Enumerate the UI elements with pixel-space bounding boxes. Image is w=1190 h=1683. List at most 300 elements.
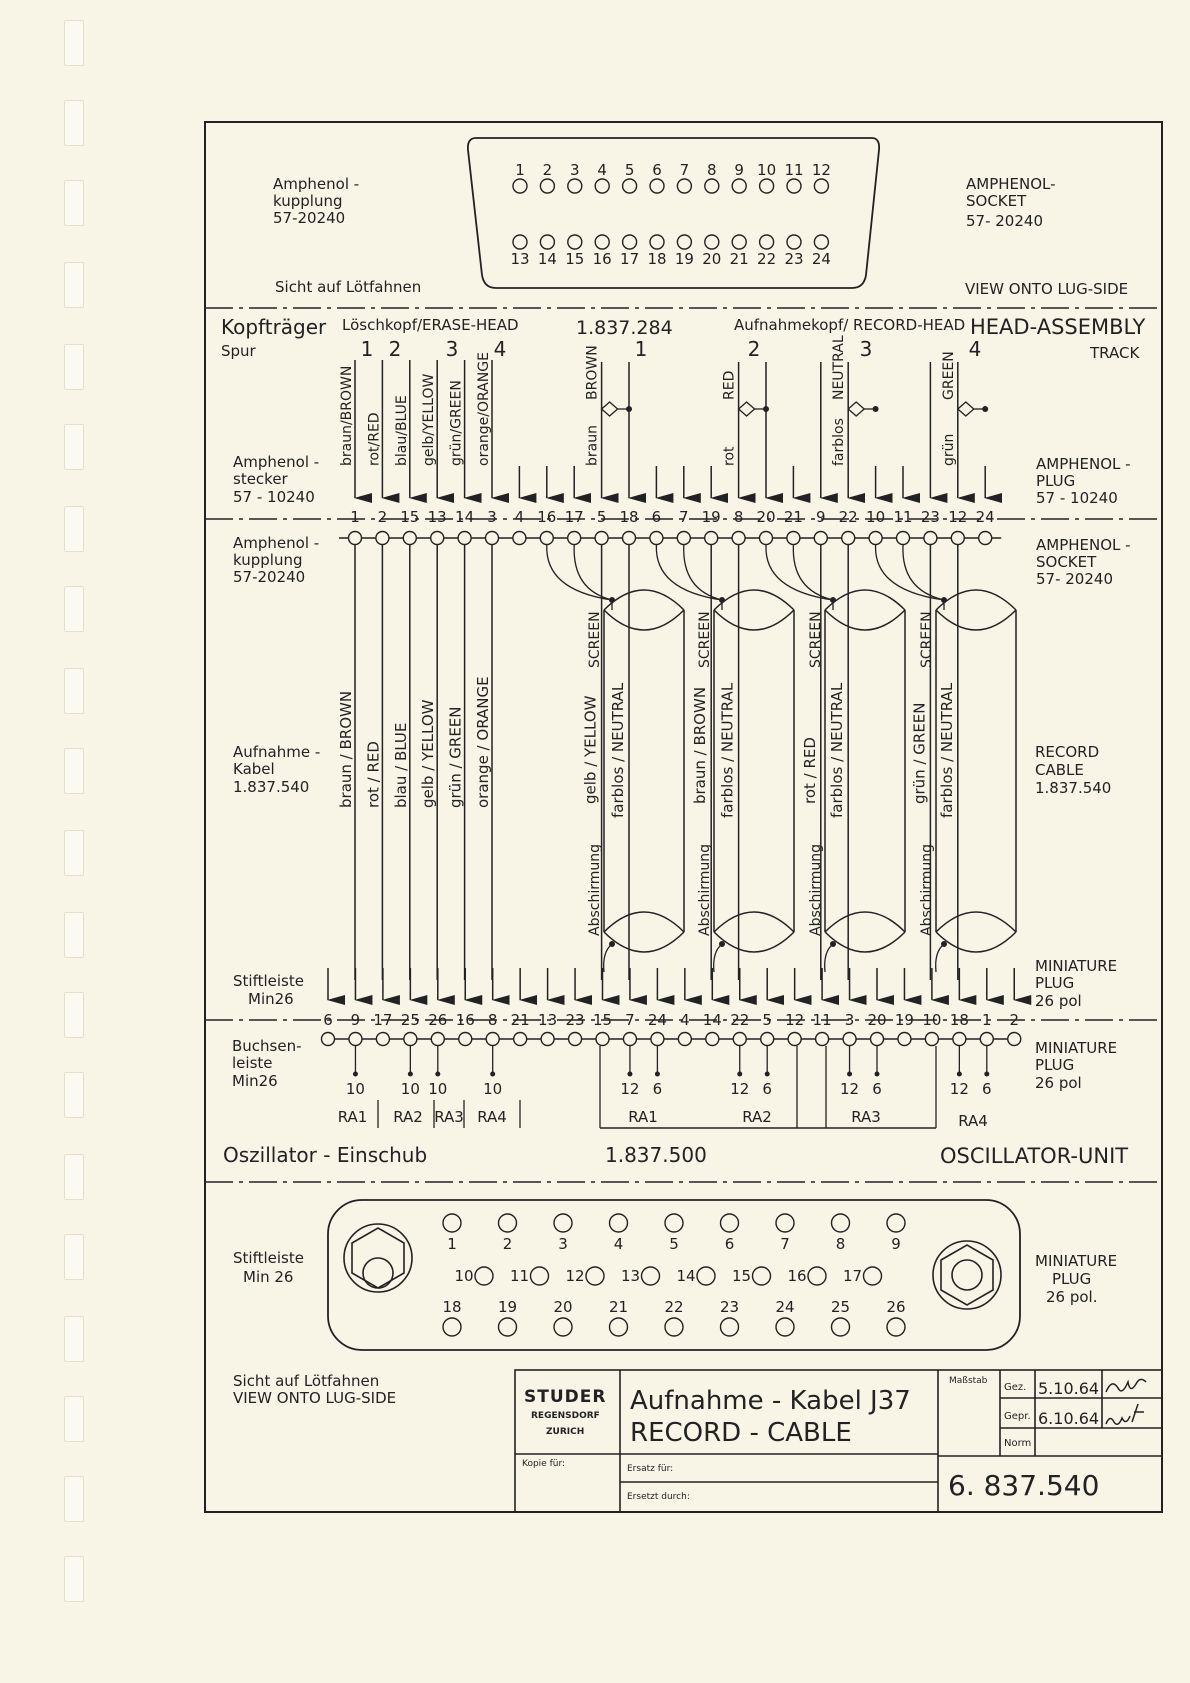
shield-bottom bbox=[936, 912, 1016, 932]
buchsen-pin bbox=[514, 1033, 527, 1046]
shield-bottom bbox=[714, 932, 794, 952]
bottom-right-label-2: PLUG bbox=[1052, 1270, 1092, 1288]
mini-plug-label-1: MINIATURE bbox=[1035, 957, 1118, 975]
plug-pin bbox=[753, 1267, 771, 1285]
erase-ra-label: RA4 bbox=[477, 1108, 507, 1126]
buchsen-pin bbox=[898, 1033, 911, 1046]
plug-pin-number: 14 bbox=[676, 1267, 696, 1285]
plug-pin-number: 24 bbox=[775, 1298, 795, 1316]
connector-pin-number: 3 bbox=[570, 161, 580, 179]
mini-pin-number: 10 bbox=[922, 1011, 942, 1029]
record-wire-label-bottom: grün bbox=[940, 433, 957, 466]
plug-right-label-1: AMPHENOL - bbox=[1036, 455, 1131, 473]
erase-ref-number: 10 bbox=[400, 1080, 420, 1098]
record-ra-label: RA2 bbox=[742, 1108, 772, 1126]
twist-marker bbox=[848, 402, 864, 416]
record-ref-number: 12 bbox=[730, 1080, 750, 1098]
erase-wire-label: gelb/YELLOW bbox=[421, 373, 438, 466]
socket-pin bbox=[705, 532, 718, 545]
connector-pin-number: 7 bbox=[679, 161, 690, 179]
plug-pin bbox=[443, 1214, 461, 1232]
shield-top bbox=[714, 610, 794, 630]
plug-pin-number: 23 bbox=[719, 1298, 740, 1316]
company-city-1: REGENSDORF bbox=[531, 1411, 600, 1421]
pair-wire-label: farblos / NEUTRAL bbox=[937, 682, 956, 818]
connector-pin-number: 12 bbox=[811, 161, 831, 179]
connector-pin bbox=[677, 235, 691, 249]
plug-pin bbox=[554, 1214, 572, 1232]
mini-pin-number: 20 bbox=[867, 1011, 887, 1029]
plug-pin-number: 12 bbox=[565, 1267, 585, 1285]
bottom-right-label-3: 26 pol. bbox=[1046, 1288, 1098, 1306]
socket-pin bbox=[595, 532, 608, 545]
connector-pin bbox=[595, 179, 609, 193]
connector-pin-number: 14 bbox=[537, 250, 557, 268]
screen-lead bbox=[876, 545, 944, 600]
record-track-number: 2 bbox=[747, 337, 761, 361]
track-label: TRACK bbox=[1090, 344, 1140, 362]
pair-wire-label: farblos / NEUTRAL bbox=[718, 682, 737, 818]
ref-dot bbox=[984, 1072, 989, 1077]
stiftleiste-label-1: Stiftleiste bbox=[233, 972, 304, 990]
view-lug-side-en: VIEW ONTO LUG-SIDE bbox=[965, 280, 1129, 298]
record-wire-label-top: NEUTRAL bbox=[831, 335, 848, 400]
plug-pin bbox=[610, 1214, 628, 1232]
buchsen-pin bbox=[953, 1033, 966, 1046]
connector-pin-number: 13 bbox=[510, 250, 530, 268]
shield-bottom bbox=[936, 932, 1016, 952]
plug-pin bbox=[610, 1318, 628, 1336]
buchsen-pin bbox=[486, 1033, 499, 1046]
plug-pin-number: 24 bbox=[975, 508, 995, 526]
ersatz-fuer-label: Ersatz für: bbox=[627, 1464, 674, 1474]
top-left-label-3: 57-20240 bbox=[273, 209, 346, 227]
record-ref-number: 6 bbox=[762, 1080, 772, 1098]
buchsen-pin bbox=[459, 1033, 472, 1046]
socket-pin bbox=[486, 532, 499, 545]
record-wire-label-bottom: farblos bbox=[831, 418, 848, 466]
erase-cable-wire-label: orange / ORANGE bbox=[474, 676, 492, 808]
plug-pin-number: 18 bbox=[619, 508, 639, 526]
plug-pin-number: 10 bbox=[454, 1267, 474, 1285]
twist-marker bbox=[602, 402, 618, 416]
shield-label: Abschirmung bbox=[697, 844, 713, 936]
erase-cable-wire-label: braun / BROWN bbox=[337, 690, 355, 808]
socket-right-label-1: AMPHENOL - bbox=[1036, 536, 1131, 554]
socket-pin bbox=[431, 532, 444, 545]
plug-pin bbox=[475, 1267, 493, 1285]
shield-top bbox=[604, 610, 684, 630]
buchsen-pin bbox=[404, 1033, 417, 1046]
connector-pin bbox=[787, 179, 801, 193]
twist-marker bbox=[958, 402, 974, 416]
twist-marker bbox=[739, 402, 755, 416]
connector-pin-number: 10 bbox=[757, 161, 777, 179]
cable-left-label-1: Aufnahme - bbox=[233, 743, 321, 761]
kopftraeger-label: Kopfträger bbox=[221, 315, 327, 339]
plug-pin bbox=[499, 1214, 517, 1232]
junction-dot bbox=[626, 406, 632, 412]
record-ra-label: RA3 bbox=[851, 1108, 881, 1126]
ref-dot bbox=[957, 1072, 962, 1077]
erase-wire-label: orange/ORANGE bbox=[476, 352, 492, 466]
plug-pin bbox=[665, 1318, 683, 1336]
ref-dot bbox=[490, 1072, 495, 1077]
plug-pin bbox=[642, 1267, 660, 1285]
socket-pin bbox=[403, 532, 416, 545]
connector-pin bbox=[513, 235, 527, 249]
record-wire-label-top: BROWN bbox=[584, 345, 601, 400]
erase-wire-label: braun/BROWN bbox=[339, 365, 355, 466]
plug-pin-number: 6 bbox=[724, 1235, 735, 1253]
ref-dot bbox=[655, 1072, 660, 1077]
mini-pin-number: 8 bbox=[487, 1011, 498, 1029]
pair-wire-label: farblos / NEUTRAL bbox=[609, 682, 627, 818]
mini-pin-number: 3 bbox=[844, 1011, 855, 1029]
mini-pin-number: 6 bbox=[323, 1011, 333, 1029]
plug-pin-number: 13 bbox=[427, 508, 447, 526]
socket-right-label-2: SOCKET bbox=[1036, 553, 1097, 571]
mini-pin-number: 24 bbox=[647, 1011, 667, 1029]
connector-pin bbox=[814, 179, 828, 193]
erase-ra-label: RA3 bbox=[434, 1108, 464, 1126]
connector-pin bbox=[513, 179, 527, 193]
connector-pin bbox=[787, 235, 801, 249]
plug-left-label-3: 57 - 10240 bbox=[233, 488, 315, 506]
ref-dot bbox=[408, 1072, 413, 1077]
plug-pin bbox=[776, 1318, 794, 1336]
plug-pin bbox=[443, 1318, 461, 1336]
top-right-label-1: AMPHENOL- bbox=[966, 175, 1056, 193]
plug-pin-number: 15 bbox=[400, 508, 420, 526]
connector-pin bbox=[760, 235, 774, 249]
plug-right-label-2: PLUG bbox=[1036, 472, 1076, 490]
erase-cable-wire-label: blau / BLUE bbox=[391, 722, 410, 808]
socket-pin bbox=[897, 532, 910, 545]
plug-pin bbox=[499, 1318, 517, 1336]
plug-pin-number: 7 bbox=[780, 1235, 790, 1253]
erase-track-number: 3 bbox=[445, 337, 459, 361]
erase-cable-wire-label: gelb / YELLOW bbox=[419, 699, 438, 808]
mini-plug2-label-1: MINIATURE bbox=[1035, 1039, 1118, 1057]
connector-pin-number: 16 bbox=[592, 250, 612, 268]
socket-left-label-1: Amphenol - bbox=[233, 534, 320, 552]
plug-pin bbox=[586, 1267, 604, 1285]
erase-wire-label: grün/GREEN bbox=[448, 380, 465, 466]
socket-left-label-2: kupplung bbox=[233, 551, 303, 569]
socket-pin bbox=[376, 532, 389, 545]
ref-dot bbox=[875, 1072, 880, 1077]
mini-pin-number: 11 bbox=[812, 1011, 832, 1029]
record-ref-number: 12 bbox=[840, 1080, 860, 1098]
connector-pin bbox=[540, 179, 554, 193]
record-ra-label: RA1 bbox=[628, 1108, 658, 1126]
mini-plug-label-3: 26 pol bbox=[1035, 992, 1082, 1010]
erase-wire-label: blau/BLUE bbox=[393, 395, 410, 466]
screen-label: SCREEN bbox=[919, 611, 935, 668]
plug-pin-number: 4 bbox=[514, 508, 525, 526]
shield-top bbox=[825, 590, 905, 610]
socket-left-label-3: 57-20240 bbox=[233, 568, 306, 586]
connector-pin bbox=[677, 179, 691, 193]
record-ra-label: RA4 bbox=[958, 1112, 988, 1130]
mini-pin-number: 13 bbox=[538, 1011, 558, 1029]
gepr-date: 6.10.64 bbox=[1038, 1409, 1100, 1428]
ref-dot bbox=[353, 1072, 358, 1077]
record-ref-number: 6 bbox=[652, 1080, 663, 1098]
record-ref-number: 6 bbox=[872, 1080, 882, 1098]
connector-pin-number: 2 bbox=[542, 161, 553, 179]
plug-pin-number: 19 bbox=[497, 1298, 518, 1316]
shield-top bbox=[936, 590, 1016, 610]
title-de: Aufnahme - Kabel J37 bbox=[630, 1386, 911, 1416]
shield-top bbox=[714, 590, 794, 610]
screen-label: SCREEN bbox=[697, 611, 713, 668]
connector-pin-number: 17 bbox=[620, 250, 640, 268]
socket-pin bbox=[732, 532, 745, 545]
connector-pin-number: 18 bbox=[647, 250, 667, 268]
erase-track-number: 4 bbox=[493, 337, 507, 361]
buchsen-pin bbox=[541, 1033, 554, 1046]
pair-wire-label: rot / RED bbox=[800, 737, 819, 804]
erase-cable-wire-label: grün / GREEN bbox=[446, 706, 465, 808]
socket-pin bbox=[568, 532, 581, 545]
plug-pin-number: 1 bbox=[350, 508, 360, 526]
shield-label: Abschirmung bbox=[808, 844, 824, 936]
erase-ra-label: RA2 bbox=[393, 1108, 423, 1126]
plug-pin bbox=[887, 1214, 905, 1232]
shield-top bbox=[936, 610, 1016, 630]
massstab-label: Maßstab bbox=[949, 1376, 988, 1386]
signature-gez bbox=[1106, 1379, 1146, 1392]
connector-pin bbox=[705, 179, 719, 193]
plug-pin bbox=[832, 1214, 850, 1232]
connector-pin-number: 19 bbox=[674, 250, 694, 268]
connector-pin bbox=[760, 179, 774, 193]
mini-pin-number: 21 bbox=[510, 1011, 530, 1029]
mini-pin-number: 5 bbox=[762, 1011, 772, 1029]
plug-pin-number: 8 bbox=[733, 508, 744, 526]
erase-wire-label: rot/RED bbox=[366, 412, 383, 466]
plug-pin-number: 12 bbox=[948, 508, 968, 526]
cable-right-label-3: 1.837.540 bbox=[1035, 779, 1112, 797]
shield-label: Abschirmung bbox=[919, 844, 935, 936]
buchsen-pin bbox=[322, 1033, 335, 1046]
buchsen-pin bbox=[1008, 1033, 1021, 1046]
gepr-label: Gepr. bbox=[1004, 1411, 1031, 1422]
plug-pin bbox=[721, 1214, 739, 1232]
mini-pin-number: 1 bbox=[982, 1011, 992, 1029]
plug-pin-number: 16 bbox=[787, 1267, 807, 1285]
shield-bottom bbox=[825, 932, 905, 952]
mini-plug-label-2: PLUG bbox=[1035, 974, 1075, 992]
socket-pin bbox=[787, 532, 800, 545]
pair-wire-label: farblos / NEUTRAL bbox=[828, 682, 847, 818]
socket-right-label-3: 57- 20240 bbox=[1036, 570, 1113, 588]
buchsen-pin bbox=[761, 1033, 774, 1046]
mini-pin-number: 7 bbox=[625, 1011, 635, 1029]
plug-pin-number: 8 bbox=[835, 1235, 846, 1253]
plug-pin-number: 5 bbox=[669, 1235, 679, 1253]
top-left-label-1: Amphenol - bbox=[273, 175, 360, 193]
junction-dot bbox=[763, 406, 769, 412]
plug-pin-number: 26 bbox=[886, 1298, 906, 1316]
drain-lead bbox=[936, 944, 944, 972]
erase-head-label: Löschkopf/ERASE-HEAD bbox=[342, 316, 519, 334]
plug-pin-number: 2 bbox=[377, 508, 388, 526]
cable-left-label-3: 1.837.540 bbox=[233, 778, 310, 796]
record-track-number: 3 bbox=[859, 337, 873, 361]
buchsen-pin bbox=[925, 1033, 938, 1046]
mini-pin-number: 4 bbox=[680, 1011, 690, 1029]
connector-pin-number: 22 bbox=[757, 250, 777, 268]
buchsen-pin bbox=[651, 1033, 664, 1046]
buchsen-pin bbox=[816, 1033, 829, 1046]
erase-ref-number: 10 bbox=[428, 1080, 448, 1098]
drain-lead bbox=[825, 944, 833, 972]
buchsen-pin bbox=[623, 1033, 636, 1046]
oscillator-number: 1.837.500 bbox=[605, 1143, 707, 1167]
plug-pin-number: 9 bbox=[816, 508, 826, 526]
kopie-label: Kopie für: bbox=[522, 1459, 566, 1469]
socket-pin bbox=[540, 532, 553, 545]
view-lug-side-de: Sicht auf Lötfahnen bbox=[275, 278, 422, 296]
buchsen-pin bbox=[706, 1033, 719, 1046]
erase-track-number: 1 bbox=[360, 337, 374, 361]
pair-wire-label: braun / BROWN bbox=[691, 686, 710, 804]
socket-pin bbox=[760, 532, 773, 545]
plug-pin bbox=[864, 1267, 882, 1285]
screen-label: SCREEN bbox=[587, 611, 603, 668]
erase-track-number: 2 bbox=[388, 337, 402, 361]
connector-pin-number: 1 bbox=[515, 161, 525, 179]
plug-pin-number: 7 bbox=[679, 508, 689, 526]
top-left-label-2: kupplung bbox=[273, 192, 343, 210]
mini-plug2-label-2: PLUG bbox=[1035, 1056, 1075, 1074]
buchsen-pin bbox=[376, 1033, 389, 1046]
record-wire-label-top: GREEN bbox=[940, 351, 957, 400]
company-city-2: ZURICH bbox=[546, 1427, 585, 1437]
miniature-plug-outline bbox=[328, 1200, 1020, 1350]
buchsen-label-1: Buchsen- bbox=[232, 1037, 302, 1055]
plug-pin-number: 3 bbox=[558, 1235, 568, 1253]
plug-pin bbox=[697, 1267, 715, 1285]
erase-cable-wire-label: rot / RED bbox=[364, 741, 383, 808]
buchsen-pin bbox=[843, 1033, 856, 1046]
buchsen-pin bbox=[569, 1033, 582, 1046]
plug-pin-number: 20 bbox=[756, 508, 776, 526]
record-wire-label-bottom: rot bbox=[721, 446, 738, 466]
socket-pin bbox=[677, 532, 690, 545]
mini-pin-number: 18 bbox=[949, 1011, 969, 1029]
connector-pin-number: 6 bbox=[652, 161, 662, 179]
drawing-number: 6. 837.540 bbox=[948, 1469, 1100, 1502]
connector-pin bbox=[732, 179, 746, 193]
plug-pin-number: 4 bbox=[613, 1235, 624, 1253]
record-ref-number: 12 bbox=[620, 1080, 640, 1098]
record-track-number: 1 bbox=[634, 337, 648, 361]
screen-label: SCREEN bbox=[808, 611, 824, 668]
drain-lead bbox=[714, 944, 722, 972]
plug-pin-number: 6 bbox=[651, 508, 662, 526]
junction-dot bbox=[873, 406, 879, 412]
plug-pin-number: 21 bbox=[783, 508, 803, 526]
connector-pin bbox=[568, 235, 582, 249]
buchsen-label-3: Min26 bbox=[232, 1072, 278, 1090]
connector-pin bbox=[650, 179, 664, 193]
shield-label: Abschirmung bbox=[587, 844, 603, 936]
buchsen-pin bbox=[349, 1033, 362, 1046]
plug-pin-number: 25 bbox=[830, 1298, 851, 1316]
ref-dot bbox=[765, 1072, 770, 1077]
ersetzt-durch-label: Ersetzt durch: bbox=[627, 1492, 690, 1502]
mini-pin-number: 9 bbox=[350, 1011, 361, 1029]
bottom-left-label-1: Stiftleiste bbox=[233, 1249, 304, 1267]
connector-pin-number: 23 bbox=[784, 250, 804, 268]
plug-pin-number: 13 bbox=[620, 1267, 641, 1285]
plug-left-label-2: stecker bbox=[233, 470, 288, 488]
shield-top bbox=[604, 590, 684, 610]
record-ref-number: 6 bbox=[982, 1080, 992, 1098]
oscillator-de: Oszillator - Einschub bbox=[223, 1143, 428, 1167]
pair-wire-label: gelb / YELLOW bbox=[581, 695, 600, 804]
stiftleiste-label-2: Min26 bbox=[248, 990, 294, 1008]
cable-left-label-2: Kabel bbox=[233, 760, 275, 778]
socket-pin bbox=[979, 532, 992, 545]
junction-dot bbox=[982, 406, 988, 412]
socket-pin bbox=[458, 532, 471, 545]
plug-pin bbox=[832, 1318, 850, 1336]
connector-pin-number: 8 bbox=[707, 161, 717, 179]
bottom-view-de: Sicht auf Lötfahnen bbox=[233, 1372, 380, 1390]
buchsen-pin bbox=[871, 1033, 884, 1046]
ref-dot bbox=[627, 1072, 632, 1077]
connector-pin bbox=[814, 235, 828, 249]
plug-pin-number: 23 bbox=[920, 508, 940, 526]
plug-pin-number: 16 bbox=[537, 508, 557, 526]
ref-dot bbox=[847, 1072, 852, 1077]
plug-pin-number: 21 bbox=[608, 1298, 629, 1316]
head-assembly-label: HEAD-ASSEMBLY bbox=[970, 315, 1146, 339]
plug-pin-number: 20 bbox=[553, 1298, 573, 1316]
connector-pin-number: 20 bbox=[702, 250, 722, 268]
plug-pin-number: 9 bbox=[891, 1235, 901, 1253]
plug-pin-number: 22 bbox=[664, 1298, 684, 1316]
connector-pin bbox=[568, 179, 582, 193]
screen-lead bbox=[766, 545, 833, 600]
buchsen-pin bbox=[788, 1033, 801, 1046]
mini-pin-number: 23 bbox=[565, 1011, 585, 1029]
drain-lead bbox=[604, 944, 612, 972]
connector-pin-number: 9 bbox=[734, 161, 744, 179]
connector-pin bbox=[623, 235, 637, 249]
shield-bottom bbox=[714, 912, 794, 932]
plug-pin-number: 18 bbox=[442, 1298, 462, 1316]
screen-lead bbox=[656, 545, 722, 600]
connector-pin-number: 21 bbox=[729, 250, 749, 268]
mini-pin-number: 26 bbox=[428, 1011, 448, 1029]
shield-bottom bbox=[825, 912, 905, 932]
plug-pin bbox=[721, 1318, 739, 1336]
mounting-screw-left bbox=[344, 1224, 412, 1292]
mini-pin-number: 17 bbox=[373, 1011, 393, 1029]
norm-label: Norm bbox=[1004, 1438, 1032, 1449]
erase-ra-label: RA1 bbox=[337, 1108, 368, 1126]
shield-bottom bbox=[604, 932, 684, 952]
mini-pin-number: 22 bbox=[730, 1011, 750, 1029]
record-track-number: 4 bbox=[968, 337, 982, 361]
connector-pin bbox=[540, 235, 554, 249]
